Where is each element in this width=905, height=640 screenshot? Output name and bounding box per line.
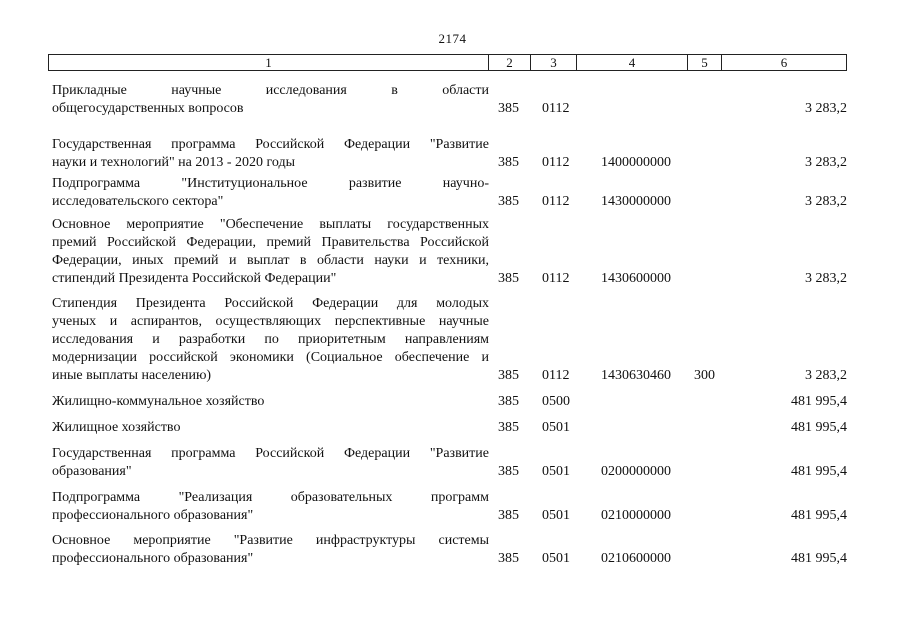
- row-admin-code: 385: [498, 420, 519, 435]
- description-line: иные выплаты населению): [52, 368, 212, 383]
- description-line: Подпрограмма "Институциональное развитие научно-: [52, 176, 489, 191]
- row-admin-code: 385: [498, 508, 519, 523]
- row-description: [52, 175, 489, 211]
- page-number: 2174: [438, 31, 467, 46]
- header-col-3: 3: [531, 55, 577, 70]
- row-section-code: 0500: [542, 394, 570, 409]
- row-target-code: 1430600000: [601, 271, 671, 286]
- description-line: Стипендия Президента Российской Федерации для молодых: [52, 296, 489, 311]
- row-section-code: 0501: [542, 420, 570, 435]
- description-line: науки и технологий" на 2013 - 2020 годы: [52, 155, 296, 170]
- description-line: Жилищно-коммунальное хозяйство: [52, 394, 265, 409]
- row-section-code: 0112: [542, 155, 570, 170]
- description-line: Жилищное хозяйство: [52, 420, 181, 435]
- row-admin-code: 385: [498, 155, 519, 170]
- row-amount: 481 995,4: [791, 394, 847, 409]
- row-target-code: 1430000000: [601, 194, 671, 209]
- description-line: Федерации, иных премий и выплат в области науки и техники,: [52, 253, 489, 268]
- row-description: [52, 295, 489, 385]
- description-line: профессионального образования": [52, 508, 254, 523]
- header-col-2: 2: [489, 55, 531, 70]
- header-col-6: 6: [780, 55, 788, 70]
- row-section-code: 0501: [542, 464, 570, 479]
- row-description: [52, 216, 489, 288]
- description-line: общегосударственных вопросов: [52, 101, 244, 116]
- description-line: Государственная программа Российской Федерации "Развитие: [52, 446, 489, 461]
- description-line: Основное мероприятие "Обеспечение выплаты государственных: [52, 217, 489, 232]
- description-line: исследования и разработки по приоритетным направлениям: [52, 332, 489, 347]
- description-line: исследовательского сектора": [52, 194, 224, 209]
- row-section-code: 0501: [542, 551, 570, 566]
- row-description: [52, 445, 489, 481]
- row-amount: 3 283,2: [805, 101, 847, 116]
- description-line: Основное мероприятие "Развитие инфраструктуры системы: [52, 533, 489, 548]
- row-section-code: 0112: [542, 368, 570, 383]
- row-section-code: 0112: [542, 194, 570, 209]
- description-line: ученых и аспирантов, осуществляющих перспективные научные: [52, 314, 489, 329]
- description-line: премий Российской Федерации, премий Правительства Российской: [52, 235, 489, 250]
- row-admin-code: 385: [498, 101, 519, 116]
- row-amount: 3 283,2: [805, 368, 847, 383]
- row-description: [52, 136, 489, 172]
- row-description: [52, 532, 489, 568]
- row-amount: 3 283,2: [805, 194, 847, 209]
- header-col-1: 1: [49, 55, 489, 70]
- description-line: профессионального образования": [52, 551, 254, 566]
- row-expense-type: 300: [694, 368, 715, 383]
- row-target-code: 0210600000: [601, 551, 671, 566]
- row-section-code: 0501: [542, 508, 570, 523]
- row-admin-code: 385: [498, 551, 519, 566]
- header-col-4: 4: [577, 55, 688, 70]
- row-amount: 481 995,4: [791, 551, 847, 566]
- row-admin-code: 385: [498, 271, 519, 286]
- row-description: [52, 393, 489, 411]
- row-admin-code: 385: [498, 464, 519, 479]
- table-header: [48, 54, 847, 71]
- row-amount: 3 283,2: [805, 155, 847, 170]
- row-admin-code: 385: [498, 394, 519, 409]
- row-description: [52, 82, 489, 118]
- description-line: Прикладные научные исследования в области: [52, 83, 489, 98]
- row-section-code: 0112: [542, 271, 570, 286]
- row-amount: 481 995,4: [791, 464, 847, 479]
- row-target-code: 1430630460: [601, 368, 671, 383]
- description-line: модернизации российской экономики (Социальное обеспечение и: [52, 350, 489, 365]
- row-amount: 3 283,2: [805, 271, 847, 286]
- row-target-code: 1400000000: [601, 155, 671, 170]
- description-line: Подпрограмма "Реализация образовательных программ: [52, 490, 489, 505]
- row-admin-code: 385: [498, 194, 519, 209]
- row-admin-code: 385: [498, 368, 519, 383]
- row-amount: 481 995,4: [791, 508, 847, 523]
- row-description: [52, 419, 489, 437]
- row-amount: 481 995,4: [791, 420, 847, 435]
- row-target-code: 0200000000: [601, 464, 671, 479]
- description-line: образования": [52, 464, 132, 479]
- header-col-5: 5: [688, 55, 722, 70]
- row-description: [52, 489, 489, 525]
- row-target-code: 0210000000: [601, 508, 671, 523]
- row-section-code: 0112: [542, 101, 570, 116]
- description-line: стипендий Президента Российской Федерации": [52, 271, 337, 286]
- description-line: Государственная программа Российской Федерации "Развитие: [52, 137, 489, 152]
